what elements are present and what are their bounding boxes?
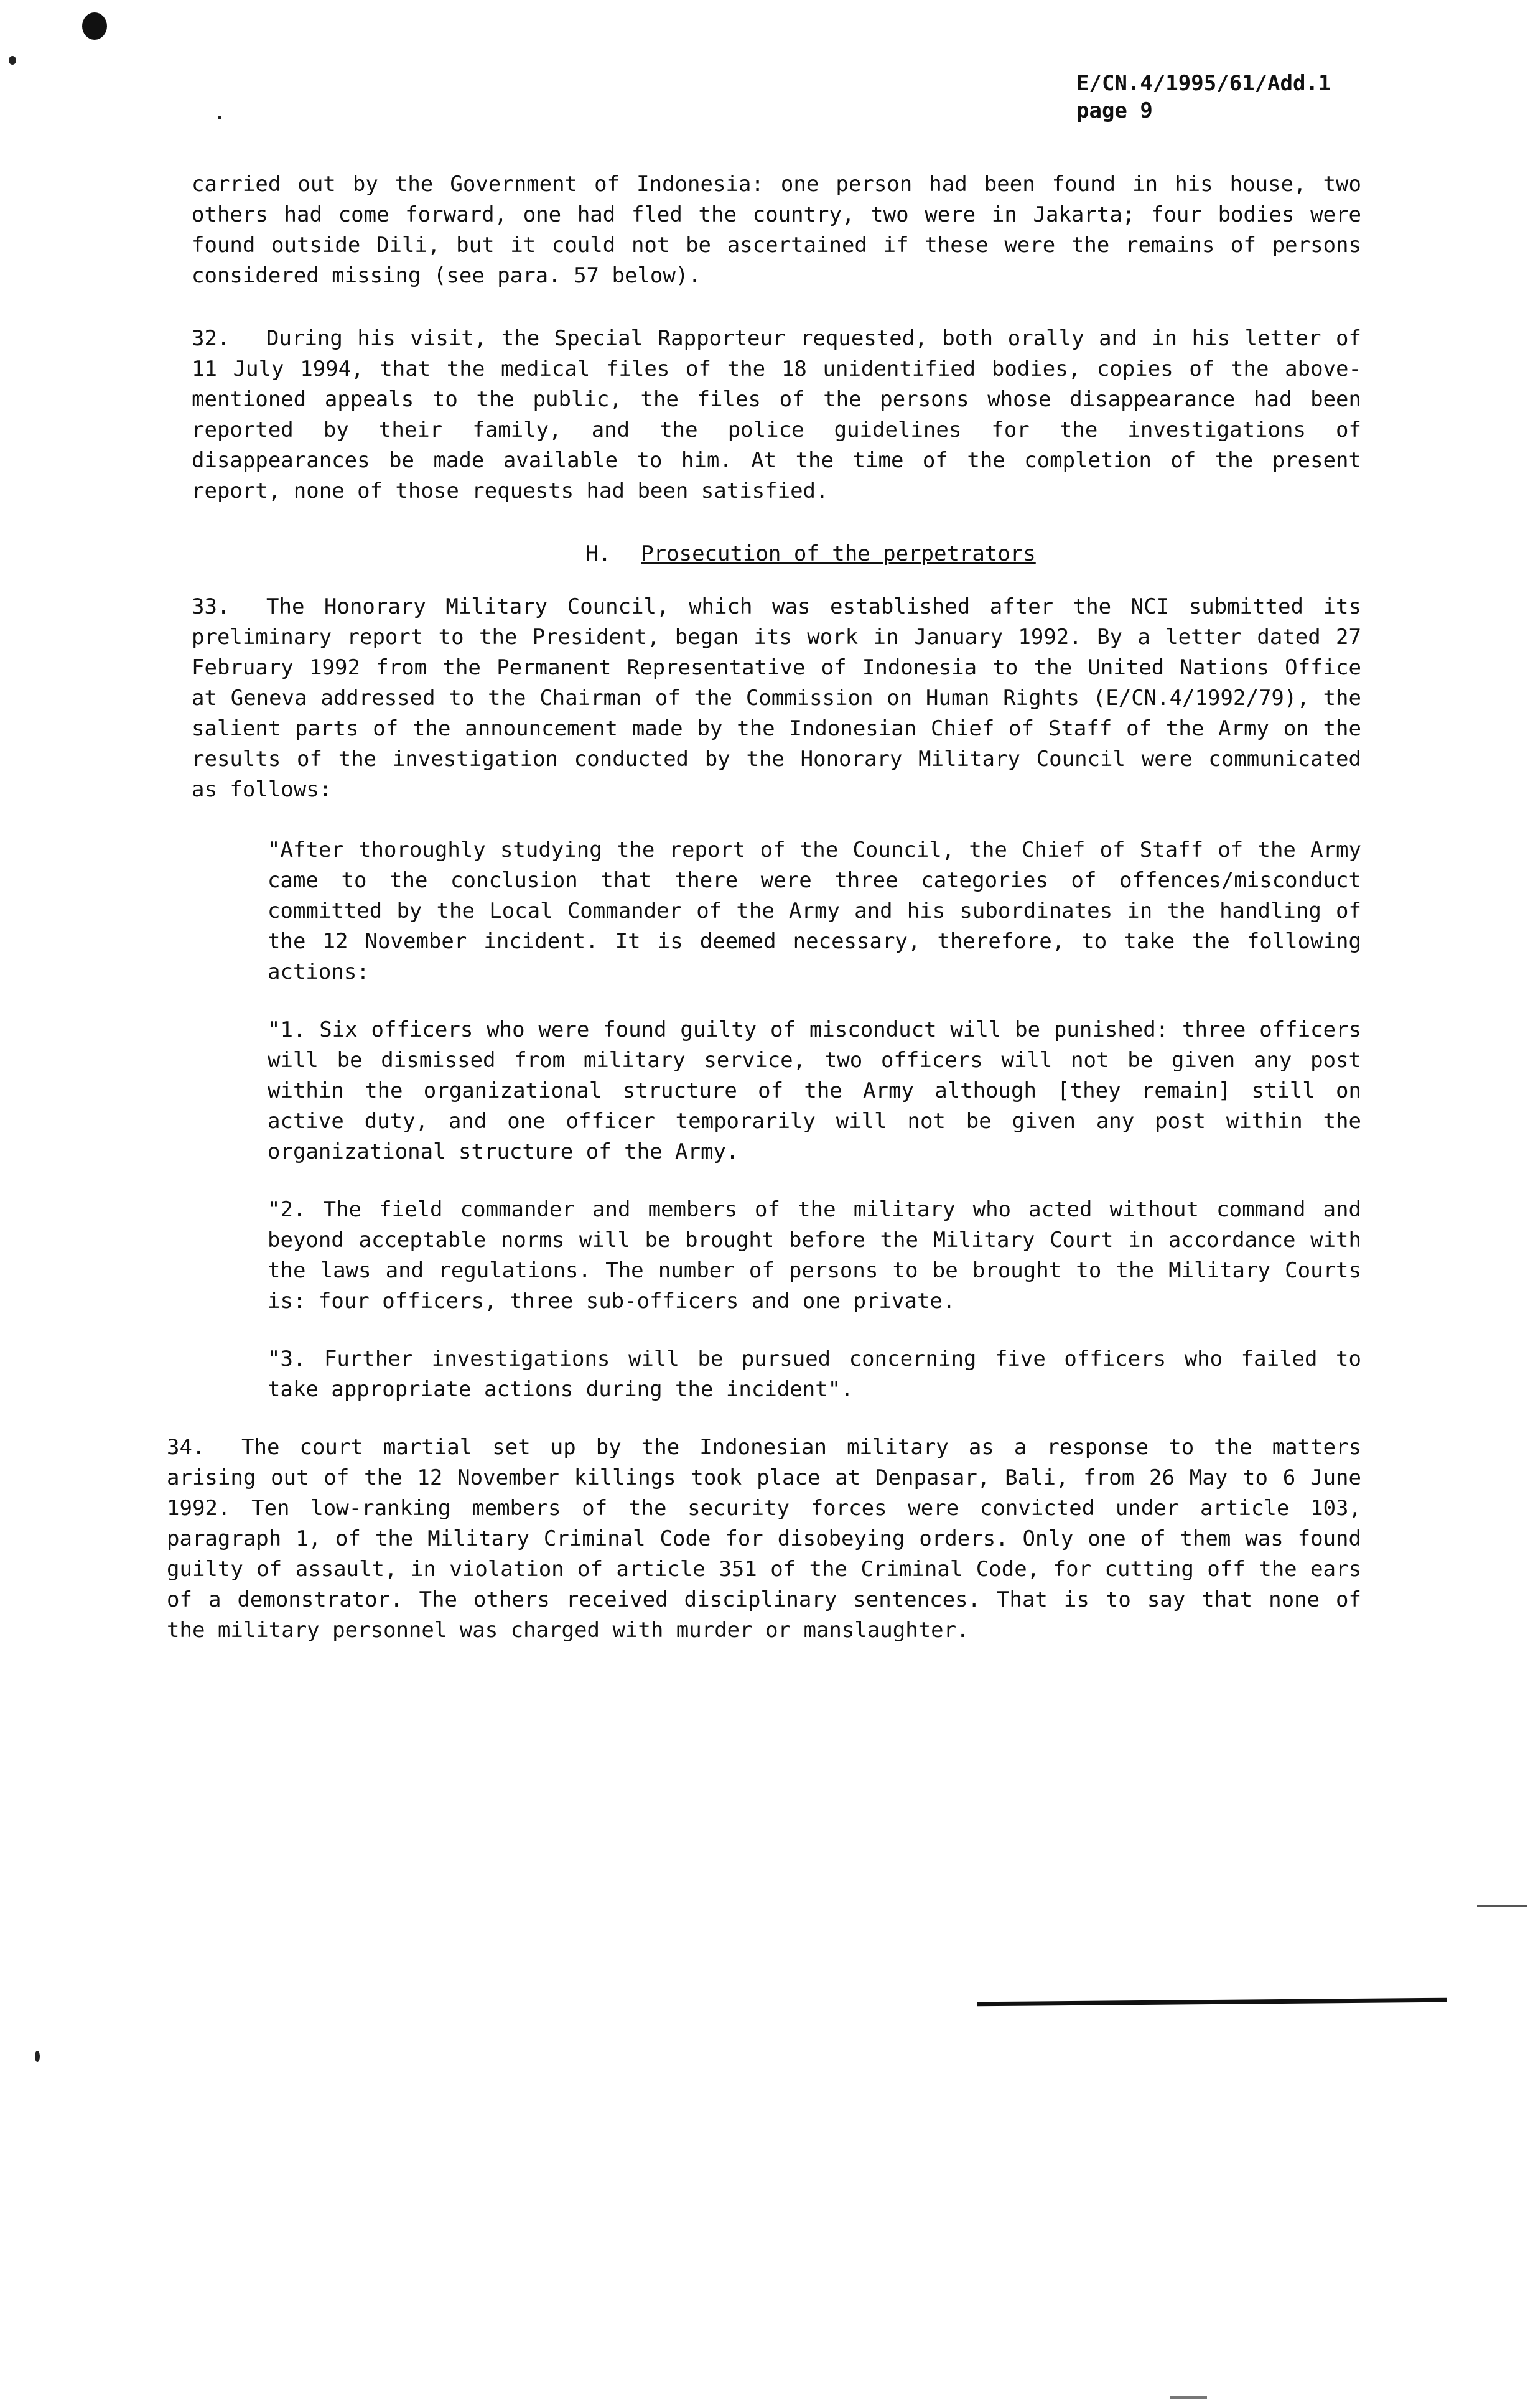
paragraph-text: The court martial set up by the Indonesian military as a response to the matters arising out of the 12 November killings took place at Denpasar, Bali, from 26 May to 6 June 1992. Ten low-ranking members of the security forces were convicted under article 103, paragraph 1, of the Military Criminal Code for disobeying orders. Only one of them was found guilty of assault, in violation of article 351 of the Criminal Code, for cutting off the ears of a demonstrator. The others received disciplinary sentences. That is to say that none of the military personnel was charged with murder or manslaughter. (167, 1435, 1361, 1643)
paragraph-text: The Honorary Military Council, which was established after the NCI submitted its preliminary report to the President, began its work in January 1992. By a letter dated 27 February 1992 from the Permanent Representative of Indonesia to the United Nations Office at Geneva addressed to the Chairman of the Commission on Human Rights (E/CN.4/1992/79), the salient parts of the announcement made by the Indonesian Chief of Staff of the Army on the results of the investigation conducted by the Honorary Military Council were communicated as follows: (192, 594, 1361, 802)
paragraph-number: 32. (192, 326, 230, 351)
quoted-announcement (192, 835, 1361, 1405)
paragraph-number: 34. (167, 1435, 205, 1460)
document-header (1076, 70, 1425, 124)
paragraph-32 (192, 324, 1361, 506)
section-heading (192, 539, 1361, 569)
paragraph-34 (167, 1432, 1361, 1646)
scan-speck (218, 116, 221, 119)
margin-mark (1477, 1905, 1527, 1907)
paragraph-31-continued: carried out by the Government of Indonesia: one person had been found in his house, two others had come forward, one had fled the country, two were in Jakarta; four bodies were found outside Dili, but it could not be ascertained if these were the remains of persons considered missing (see para. 57 below). (192, 172, 1361, 288)
document-symbol: E/CN.4/1995/61/Add.1 (1076, 71, 1331, 96)
scan-ink-blot (82, 12, 107, 40)
quote-item-1: "1. Six officers who were found guilty of misconduct will be punished: three officers will be dismissed from military service, two officers will not be given any post within the organizational structure of the Army although [they remain] still on active duty, and one officer temporarily will not be given any post within the organizational structure of the Army. (268, 1017, 1361, 1164)
section-title: Prosecution of the perpetrators (641, 541, 1036, 566)
quote-item-2: "2. The field commander and members of the military who acted without command and beyond acceptable norms will be brought before the Military Court in accordance with the laws and regulations. The number of persons to be brought to the Military Courts is: four officers, three sub-officers and one private. (268, 1197, 1361, 1314)
quote-intro: "After thoroughly studying the report of the Council, the Chief of Staff of the Army came to the conclusion that there were three categories of offences/misconduct committed by the Local Commander of the Army and his subordinates in the handling of the 12 November incident. It is deemed necessary, therefore, to take the following actions: (268, 838, 1361, 984)
scan-speck (35, 2051, 40, 2062)
paragraph-33 (192, 592, 1361, 805)
paragraph-number: 33. (192, 594, 230, 619)
paragraph-text: During his visit, the Special Rapporteur requested, both orally and in his letter of 11 July 1994, that the medical files of the 18 unidentified bodies, copies of the above-mentioned appeals to the public, the files of the persons whose disappearance had been reported by their family, and the police guidelines for the investigations of disappearances be made available to him. At the time of the completion of the present report, none of those requests had been satisfied. (192, 326, 1361, 503)
quote-item-3: "3. Further investigations will be pursued concerning five officers who failed to take appropriate actions during the incident". (268, 1346, 1361, 1402)
scan-speck (1170, 2396, 1207, 2399)
page-number: page 9 (1076, 98, 1153, 123)
document-body (167, 169, 1361, 1678)
scan-speck (9, 56, 16, 65)
section-letter: H. (585, 541, 612, 566)
end-of-text-rule (977, 1998, 1447, 2007)
